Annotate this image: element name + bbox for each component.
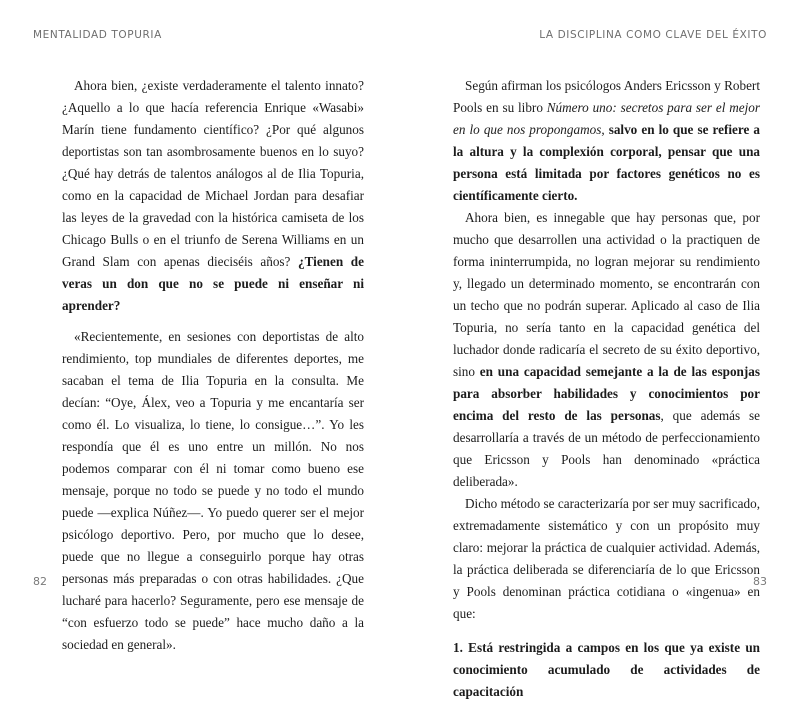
bold-statement: salvo en lo que se refiere a la altura y la complexión corporal, pensar que una persona está limitada por factores genéticos no es científicamente cierto. <box>453 122 761 203</box>
book-title: Número uno: secretos para ser el mejor en lo que nos propongamos <box>453 100 760 137</box>
left-page <box>0 0 400 652</box>
paragraph-text: Según afirman los psicólogos Anders Ericsson y Robert Pools en su libro <box>453 78 760 115</box>
paragraph <box>453 75 760 207</box>
list-item <box>453 637 760 703</box>
page-number-left: 82 <box>33 575 47 588</box>
running-head-left: MENTALIDAD TOPURIA <box>33 29 162 41</box>
paragraph-text: Ahora bien, ¿existe verdaderamente el talento innato? ¿Aquello a lo que hacía referencia Enrique «Wasabi» Marín tiene fundamento científico? ¿Por qué algunos deportistas son tan asombrosamente buenos en lo suyo? ¿Qué hay detrás de talentos análogos al de Ilia Topuria, como en la capacidad de Michael Jordan para desafiar las leyes de la gravedad con la histórica camiseta de los Chicago Bulls o en el triunfo de Serena Williams en un Grand Slam con apenas dieciséis años? <box>62 78 364 269</box>
left-page-body <box>62 75 364 656</box>
bold-statement: en una capacidad semejante a la de las esponjas para absorber habilidades y conocimientos por encima del resto de las personas <box>453 364 760 423</box>
paragraph-text: , que además se desarrollaría a través de un método de perfeccionamiento que Ericsson y Pools han denominado «práctica deliberada». <box>453 408 760 489</box>
paragraph <box>453 207 760 493</box>
right-page <box>400 0 800 699</box>
paragraph: «Recientemente, en sesiones con deportistas de alto rendimiento, top mundiales de diferentes deportes, me sacaban el tema de Ilia Topuria en la consulta. Me decían: “Oye, Álex, veo a Topuria y me encantaría ser como él. Lo visualiza, lo tiene, lo consigue…”. Yo les respondía que él es uno entre un millón. No nos podemos comparar con él ni tomar como bueno ese mensaje, porque no todo se puede y no todo el mundo puede —explica Núñez—. Yo puedo querer ser el mejor psicólogo deportivo. Pero, por mucho que lo desee, puede que no llegue a conseguirlo porque hay otras personas más preparadas o con otras habilidades. ¿Que lucharé para hacerlo? Seguramente, pero ese mensaje de “con esfuerzo todo se puede” hace mucho daño a la sociedad en general». <box>62 329 364 652</box>
right-page-body <box>453 75 760 703</box>
paragraph <box>62 75 364 317</box>
running-head-right: LA DISCIPLINA COMO CLAVE DEL ÉXITO <box>539 29 767 41</box>
list-item-text: 1. Está restringida a campos en los que ya existe un conocimiento acumulado de actividades de capacitación <box>453 640 760 699</box>
paragraph-text: , <box>601 122 609 137</box>
paragraph-text: Ahora bien, es innegable que hay personas que, por mucho que desarrollen una actividad o la practiquen de forma ininterrumpida, no logran mejorar su rendimiento y, llegado un determinado momento, se encontrarán con un techo que no podrán superar. Aplicado al caso de Ilia Topuria, no sería tanto en la capacidad genética del luchador donde radicaría el secreto de su éxito deportivo, sino <box>453 210 760 379</box>
bold-question: ¿Tienen de veras un don que no se puede ni enseñar ni aprender? <box>62 254 364 313</box>
page-number-right: 83 <box>753 575 767 588</box>
paragraph: Dicho método se caracterizaría por ser muy sacrificado, extremadamente sistemático y con un propósito muy claro: mejorar la práctica de cualquier actividad. Además, la práctica deliberada se diferenciaría de lo que Ericsson y Pools denominan práctica cotidiana o «ingenua» en que: <box>453 496 760 621</box>
